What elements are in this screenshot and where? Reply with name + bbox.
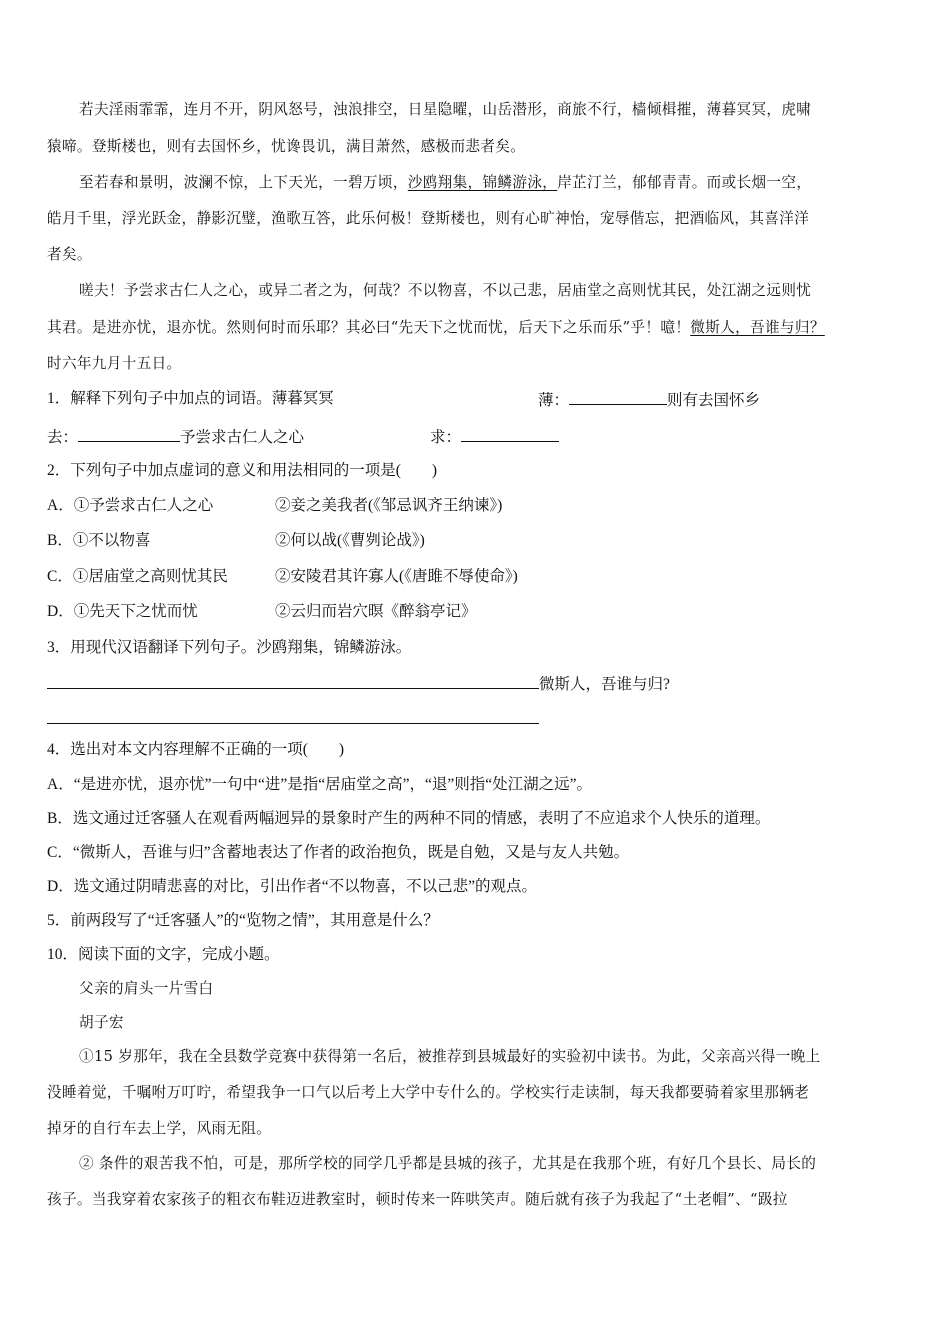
answer-blank[interactable]	[47, 706, 539, 724]
question-4-option-a: A．“是进亦忧，退亦忧”一句中“进”是指“居庙堂之高”，“退”则指“处江湖之远”。	[47, 776, 592, 793]
answer-blank[interactable]	[78, 424, 180, 442]
question-2-option-c-1: C．①居庙堂之高则忧其民	[47, 568, 228, 585]
answer-blank[interactable]	[47, 671, 539, 689]
question-1-blank-qiu: 求：	[430, 424, 559, 450]
question-2-option-c-2: ②安陵君其许寡人(《唐雎不辱使命》)	[275, 568, 518, 585]
passage-para1-line1: 若夫淫雨霏霏，连月不开，阴风怒号，浊浪排空，日星隐曜，山岳潜形，商旅不行，樯倾楫摧，薄暮冥冥，虎啸	[79, 101, 812, 118]
answer-blank[interactable]	[569, 387, 667, 405]
article-para2-line1: ② 条件的艰苦我不怕，可是，那所学校的同学几乎都是县城的孩子，尤其是在我那个班，有好几个县长、局长的	[79, 1155, 817, 1172]
question-10: 10．阅读下面的文字，完成小题。	[47, 946, 280, 963]
question-4-stem: 4．选出对本文内容理解不正确的一项( )	[47, 741, 345, 758]
article-title: 父亲的肩头一片雪白	[79, 980, 214, 997]
question-2-option-a-2: ②妾之美我者(《邹忌讽齐王纳谏》)	[275, 497, 503, 514]
underlined-phrase-shaou: 沙鸥翔集，锦鳞游泳，	[407, 174, 558, 191]
question-1-blank-bo: 薄： 则有去国怀乡	[538, 387, 760, 413]
question-3-stem: 3．用现代汉语翻译下列句子。沙鸥翔集，锦鳞游泳。	[47, 639, 412, 656]
question-3-answer-line2	[47, 706, 539, 724]
question-5: 5．前两段写了“迁客骚人”的“览物之情”，其用意是什么？	[47, 912, 439, 929]
question-4-option-c: C．“微斯人，吾谁与归”含蓄地表达了作者的政治抱负，既是自勉，又是与友人共勉。	[47, 844, 630, 861]
question-2-option-b-1: B．①不以物喜	[47, 532, 151, 549]
question-2-option-d-2: ②云归而岩穴暝《醉翁亭记》	[275, 603, 477, 620]
article-para1-line3: 掉牙的自行车去上学，风雨无阻。	[47, 1120, 272, 1137]
underlined-phrase-weisiren: 微斯人，吾谁与归？	[690, 319, 825, 336]
question-2-option-d-1: D．①先天下之忧而忧	[47, 603, 198, 620]
question-2-option-a-1: A．①予尝求古仁人之心	[47, 497, 214, 514]
passage-para1-line2: 猿啼。登斯楼也，则有去国怀乡，忧谗畏讥，满目萧然，感极而悲者矣。	[47, 138, 526, 155]
passage-date-line: 时六年九月十五日。	[47, 355, 182, 372]
article-author: 胡子宏	[79, 1014, 124, 1031]
passage-para3-line2: 其君。是进亦忧，退亦忧。然则何时而乐耶？其必曰“先天下之忧而忧，后天下之乐而乐”乎！噫！微斯人，吾谁与归？	[47, 319, 825, 336]
passage-para2-line2: 皓月千里，浮光跃金，静影沉璧，渔歌互答，此乐何极！登斯楼也，则有心旷神怡，宠辱偕忘，把酒临风，其喜洋洋	[47, 210, 810, 227]
passage-para2-line3: 者矣。	[47, 246, 92, 263]
question-3-answer-line1: 微斯人，吾谁与归?	[47, 671, 670, 697]
question-2-stem: 2．下列句子中加点虚词的意义和用法相同的一项是( )	[47, 462, 438, 479]
question-1-line2: 去： 予尝求古仁人之心	[47, 424, 304, 450]
question-1-line1: 1．解释下列句子中加点的词语。薄暮冥冥	[47, 390, 334, 407]
passage-para3-line1: 嗟夫！予尝求古仁人之心，或异二者之为，何哉？不以物喜，不以己悲，居庙堂之高则忧其民，处江湖之远则忧	[79, 282, 812, 299]
article-para2-line2: 孩子。当我穿着农家孩子的粗衣布鞋迈进教室时，顿时传来一阵哄笑声。随后就有孩子为我起了“土老帽”、“趿拉	[47, 1191, 788, 1208]
article-para1-line1: ①15 岁那年，我在全县数学竞赛中获得第一名后，被推荐到县城最好的实验初中读书。为此，父亲高兴得一晚上	[79, 1048, 821, 1065]
question-4-option-b: B．选文通过迁客骚人在观看两幅迥异的景象时产生的两种不同的情感，表明了不应追求个人快乐的道理。	[47, 810, 771, 827]
article-para1-line2: 没睡着觉，千嘱咐万叮咛，希望我争一口气以后考上大学中专什么的。学校实行走读制，每天我都要骑着家里那辆老	[47, 1084, 810, 1101]
answer-blank[interactable]	[461, 424, 559, 442]
passage-para2-line1: 至若春和景明，波澜不惊，上下天光，一碧万顷，沙鸥翔集，锦鳞游泳，岸芷汀兰，郁郁青青。而或长烟一空，	[79, 174, 812, 191]
question-4-option-d: D．选文通过阴晴悲喜的对比，引出作者“不以物喜，不以己悲”的观点。	[47, 878, 537, 895]
question-2-option-b-2: ②何以战(《曹刿论战》)	[275, 532, 425, 549]
